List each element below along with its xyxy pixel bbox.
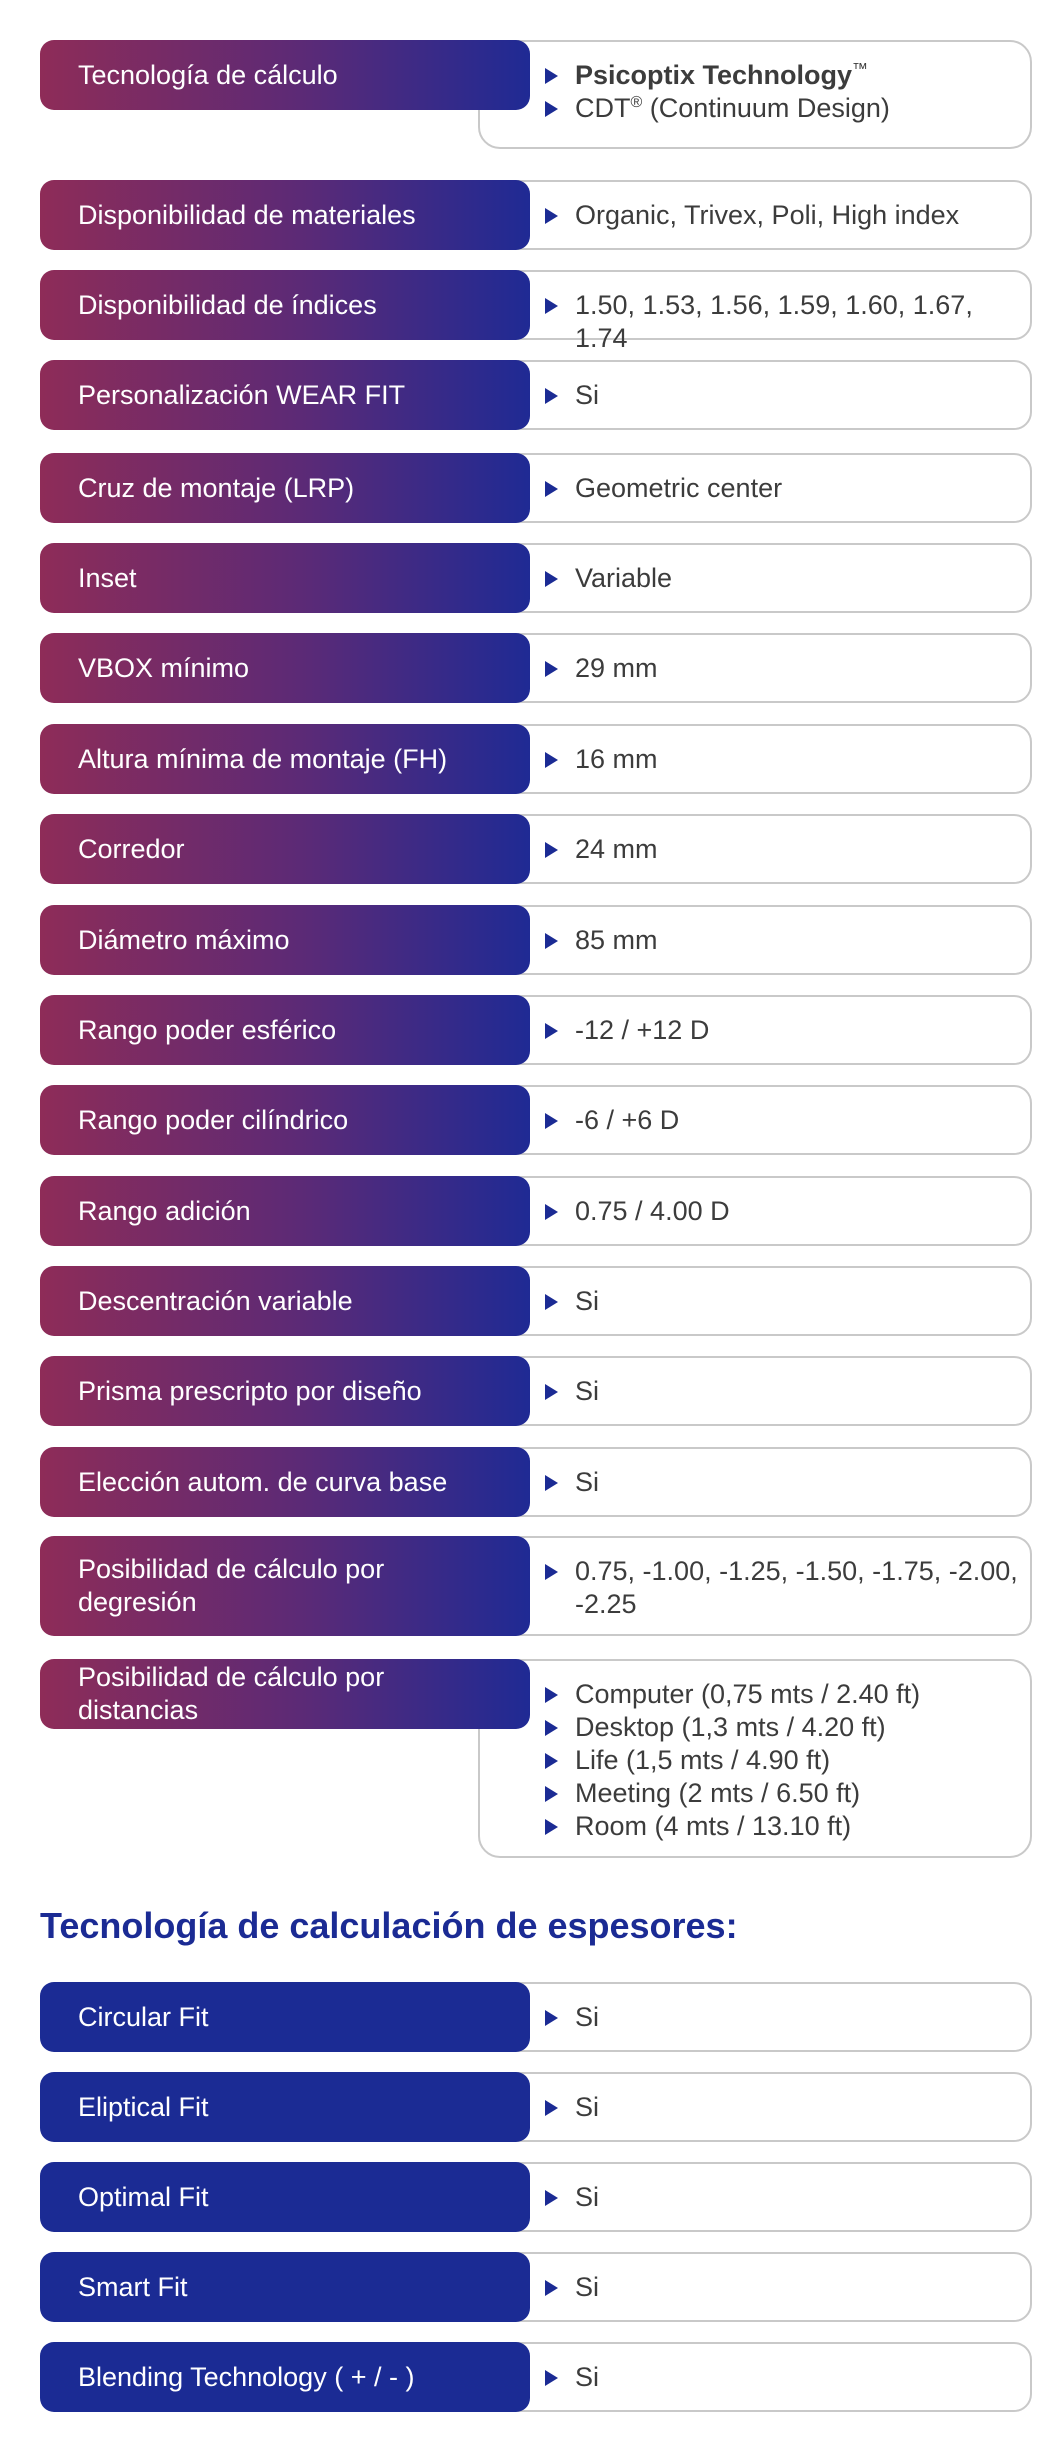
value-list — [545, 833, 1018, 866]
triangle-bullet-icon — [545, 1294, 558, 1310]
value-item — [545, 1466, 1018, 1499]
triangle-bullet-icon — [545, 2280, 558, 2296]
value-item — [545, 2361, 1018, 2394]
value-text: Si — [575, 2362, 600, 2392]
triangle-bullet-icon — [545, 1786, 558, 1802]
value-text: Si — [575, 1376, 600, 1406]
thickness-row-optimal-fit — [40, 2162, 1032, 2232]
value-item — [545, 1195, 1018, 1228]
value-list — [545, 2271, 1018, 2304]
value-text: Psicoptix Technology — [575, 60, 853, 90]
value-text: Meeting (2 mts / 6.50 ft) — [575, 1778, 861, 1808]
triangle-bullet-icon — [545, 1023, 558, 1039]
value-list — [545, 59, 1018, 125]
value-item — [545, 833, 1018, 866]
thickness-section-title: Tecnología de calculación de espesores: — [40, 1905, 738, 1946]
value-text: -6 / +6 D — [575, 1105, 680, 1135]
value-text: Geometric center — [575, 473, 783, 503]
triangle-bullet-icon — [545, 842, 558, 858]
value-list — [545, 1014, 1018, 1047]
value-item — [545, 1678, 1018, 1711]
value-list — [545, 1555, 1018, 1621]
value-text-rest: (Continuum Design) — [642, 93, 890, 123]
value-text: Si — [575, 1286, 600, 1316]
row-label: Tecnología de cálculo — [40, 40, 530, 110]
row-label: VBOX mínimo — [40, 633, 530, 703]
value-item — [545, 1104, 1018, 1137]
value-text: Computer (0,75 mts / 2.40 ft) — [575, 1679, 921, 1709]
triangle-bullet-icon — [545, 661, 558, 677]
value-item — [545, 652, 1018, 685]
value-item — [545, 1744, 1018, 1777]
value-item — [545, 2181, 1018, 2214]
triangle-bullet-icon — [545, 481, 558, 497]
value-text: Life (1,5 mts / 4.90 ft) — [575, 1745, 831, 1775]
value-list — [545, 562, 1018, 595]
value-text: 0.75, -1.00, -1.25, -1.50, -1.75, -2.00, -2.25 — [575, 1556, 1018, 1619]
value-item — [545, 59, 1018, 92]
value-text: Variable — [575, 563, 673, 593]
thickness-row-circular-fit — [40, 1982, 1032, 2052]
triangle-bullet-icon — [545, 388, 558, 404]
triangle-bullet-icon — [545, 1753, 558, 1769]
row-label: Prisma prescripto por diseño — [40, 1356, 530, 1426]
value-item — [545, 1777, 1018, 1810]
value-list — [545, 379, 1018, 412]
triangle-bullet-icon — [545, 1113, 558, 1129]
value-list — [545, 1285, 1018, 1318]
triangle-bullet-icon — [545, 2370, 558, 2386]
row-label: Personalización WEAR FIT — [40, 360, 530, 430]
row-label: Descentración variable — [40, 1266, 530, 1336]
triangle-bullet-icon — [545, 1564, 558, 1580]
row-label: Blending Technology ( + / - ) — [40, 2342, 530, 2412]
value-text: Desktop (1,3 mts / 4.20 ft) — [575, 1712, 886, 1742]
row-label: Disponibilidad de índices — [40, 270, 530, 340]
triangle-bullet-icon — [545, 1204, 558, 1220]
value-text: 1.50, 1.53, 1.56, 1.59, 1.60, 1.67, 1.74 — [575, 290, 973, 353]
value-item — [545, 743, 1018, 776]
triangle-bullet-icon — [545, 571, 558, 587]
value-list — [545, 924, 1018, 957]
triangle-bullet-icon — [545, 208, 558, 224]
value-item — [545, 1555, 1018, 1621]
value-list — [545, 2001, 1018, 2034]
value-text: Si — [575, 380, 600, 410]
thickness-row-smart-fit — [40, 2252, 1032, 2322]
value-text: 29 mm — [575, 653, 658, 683]
triangle-bullet-icon — [545, 933, 558, 949]
value-list — [545, 2091, 1018, 2124]
value-mark: ™ — [852, 61, 869, 78]
value-text: -12 / +12 D — [575, 1015, 710, 1045]
triangle-bullet-icon — [545, 2010, 558, 2026]
value-item — [545, 1810, 1018, 1843]
value-text: Si — [575, 1467, 600, 1497]
thickness-row-blending-technology — [40, 2342, 1032, 2412]
value-text: CDT — [575, 93, 631, 123]
value-text: Si — [575, 2272, 600, 2302]
value-text: 24 mm — [575, 834, 658, 864]
value-item — [545, 379, 1018, 412]
row-label: Circular Fit — [40, 1982, 530, 2052]
value-text: Si — [575, 2092, 600, 2122]
value-item — [545, 2271, 1018, 2304]
row-label: Altura mínima de montaje (FH) — [40, 724, 530, 794]
value-list — [545, 1104, 1018, 1137]
value-item — [545, 562, 1018, 595]
value-item — [545, 199, 1018, 232]
row-label: Inset — [40, 543, 530, 613]
triangle-bullet-icon — [545, 1384, 558, 1400]
triangle-bullet-icon — [545, 298, 558, 314]
row-label: Smart Fit — [40, 2252, 530, 2322]
value-item — [545, 924, 1018, 957]
value-text: Si — [575, 2002, 600, 2032]
value-list — [545, 199, 1018, 232]
value-item — [545, 472, 1018, 505]
value-item — [545, 1014, 1018, 1047]
value-text: 16 mm — [575, 744, 658, 774]
value-list — [545, 1466, 1018, 1499]
value-item — [545, 1711, 1018, 1744]
value-list — [545, 2361, 1018, 2394]
value-item — [545, 92, 1018, 125]
row-label: Optimal Fit — [40, 2162, 530, 2232]
row-label: Elección autom. de curva base — [40, 1447, 530, 1517]
row-label: Cruz de montaje (LRP) — [40, 453, 530, 523]
row-label: Rango poder cilíndrico — [40, 1085, 530, 1155]
row-label: Corredor — [40, 814, 530, 884]
value-item — [545, 2001, 1018, 2034]
thickness-row-eliptical-fit — [40, 2072, 1032, 2142]
triangle-bullet-icon — [545, 1687, 558, 1703]
value-list — [545, 743, 1018, 776]
value-item — [545, 1285, 1018, 1318]
value-mark: ® — [630, 94, 643, 111]
triangle-bullet-icon — [545, 2190, 558, 2206]
triangle-bullet-icon — [545, 752, 558, 768]
value-list — [545, 1195, 1018, 1228]
row-label: Posibilidad de cálculo por degresión — [40, 1536, 530, 1636]
value-list — [545, 2181, 1018, 2214]
triangle-bullet-icon — [545, 2100, 558, 2116]
triangle-bullet-icon — [545, 101, 558, 117]
value-text: 85 mm — [575, 925, 658, 955]
row-label: Rango poder esférico — [40, 995, 530, 1065]
value-text: 0.75 / 4.00 D — [575, 1196, 730, 1226]
value-item — [545, 1375, 1018, 1408]
triangle-bullet-icon — [545, 1819, 558, 1835]
value-item — [545, 2091, 1018, 2124]
row-label: Diámetro máximo — [40, 905, 530, 975]
row-label: Disponibilidad de materiales — [40, 180, 530, 250]
value-text: Organic, Trivex, Poli, High index — [575, 200, 960, 230]
row-label: Rango adición — [40, 1176, 530, 1246]
row-label: Posibilidad de cálculo por distancias — [40, 1659, 530, 1729]
row-label: Eliptical Fit — [40, 2072, 530, 2142]
value-list — [545, 652, 1018, 685]
value-item — [545, 289, 1018, 355]
triangle-bullet-icon — [545, 68, 558, 84]
value-list — [545, 289, 1018, 355]
value-list — [545, 1678, 1018, 1843]
triangle-bullet-icon — [545, 1720, 558, 1736]
value-text: Room (4 mts / 13.10 ft) — [575, 1811, 852, 1841]
triangle-bullet-icon — [545, 1475, 558, 1491]
value-list — [545, 472, 1018, 505]
value-list — [545, 1375, 1018, 1408]
value-text: Si — [575, 2182, 600, 2212]
